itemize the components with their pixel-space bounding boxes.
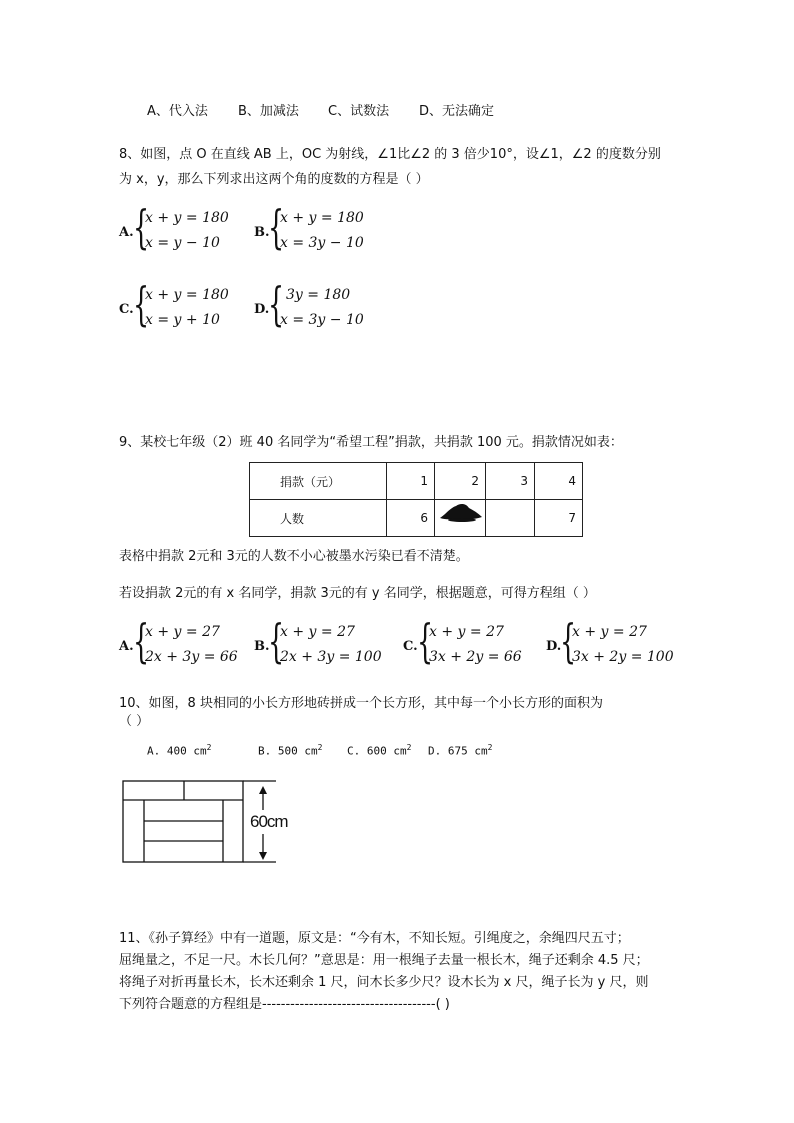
q8-stem-line2: 为 x，y，那么下列求出这两个角的度数的方程是（ ）	[119, 172, 429, 187]
q7-option-b: B、加减法	[238, 104, 299, 119]
q10-option-c: C. 600 $cm^2$	[347, 743, 412, 758]
equation-2: 2x + 3y = 66	[145, 649, 238, 665]
donation-table	[249, 462, 583, 537]
table-header-amount: 捐款（元）	[250, 463, 387, 500]
equation-1: 3y = 180	[286, 287, 351, 303]
equation-2: x = 3y − 10	[280, 312, 364, 328]
equation-1: x + y = 27	[429, 624, 504, 640]
option-label: B.	[254, 639, 270, 654]
brace: {	[268, 277, 285, 331]
brace: {	[268, 200, 285, 254]
equation-2: x = y − 10	[145, 235, 220, 251]
equation-1: x + y = 27	[572, 624, 647, 640]
table-header-count: 人数	[250, 500, 387, 537]
q10-option-a: A. 400 $cm^2$	[147, 743, 212, 758]
table-cell: 7	[535, 500, 583, 537]
q11-stem-line2: 屈绳量之，不足一尺。木长几何？”意思是：用一根绳子去量一根长木，绳子还剩余 4.5 尺；	[119, 953, 649, 968]
table-row	[250, 463, 583, 500]
q9-stem-line3: 若设捐款 2元的有 x 名同学，捐款 3元的有 y 名同学，根据题意，可得方程组（ ）	[119, 586, 596, 601]
equation-1: x + y = 27	[145, 624, 220, 640]
q11-stem-line1: 11、《孙子算经》中有一道题，原文是：“今有木，不知长短。引绳度之，余绳四尺五寸；	[119, 931, 630, 946]
brace: {	[133, 200, 150, 254]
table-cell: 2	[435, 463, 486, 500]
option-label: C.	[403, 639, 418, 654]
option-label: A.	[119, 639, 134, 654]
equation-1: x + y = 180	[145, 287, 229, 303]
q10-option-d: D. 675 $cm^2$	[428, 743, 493, 758]
equation-1: x + y = 180	[280, 210, 364, 226]
equation-1: x + y = 180	[145, 210, 229, 226]
brace: {	[268, 614, 285, 668]
table-cell: 3	[486, 463, 535, 500]
q7-option-a: A、代入法	[147, 104, 208, 119]
option-label: D.	[254, 302, 270, 317]
q8-stem-line1: 8、如图，点 O 在直线 AB 上，OC 为射线，∠1比∠2 的 3 倍少10°，设∠1，∠2 的度数分别	[119, 147, 661, 162]
option-label: A.	[119, 225, 134, 240]
option-label: C.	[119, 302, 134, 317]
brace: {	[133, 277, 150, 331]
equation-2: x = 3y − 10	[280, 235, 364, 251]
equation-2: 2x + 3y = 100	[280, 649, 382, 665]
q7-option-c: C、试数法	[328, 104, 390, 119]
brace: {	[133, 614, 150, 668]
equation-2: 3x + 2y = 100	[572, 649, 674, 665]
table-row	[250, 500, 583, 537]
equation-1: x + y = 27	[280, 624, 355, 640]
table-cell: 1	[387, 463, 435, 500]
q9-note: 表格中捐款 2元和 3元的人数不小心被墨水污染已看不清楚。	[119, 549, 469, 564]
q9-stem-line1: 9、某校七年级（2）班 40 名同学为“希望工程”捐款，共捐款 100 元。捐款情况如表：	[119, 435, 623, 450]
table-cell: 6	[387, 500, 435, 537]
q10-option-b: B. 500 $cm^2$	[258, 743, 323, 758]
q11-stem-line4: 下列符合题意的方程组是-------------------------------------( )	[119, 997, 450, 1012]
option-label: B.	[254, 225, 270, 240]
equation-2: x = y + 10	[145, 312, 220, 328]
table-cell: 4	[535, 463, 583, 500]
q7-option-d: D、无法确定	[419, 104, 495, 119]
equation-2: 3x + 2y = 66	[429, 649, 522, 665]
q10-stem-line2: （ ）	[119, 714, 150, 729]
brace: {	[417, 614, 434, 668]
option-label: D.	[546, 639, 562, 654]
figure-label-60cm: 60cm	[250, 812, 288, 831]
table-cell-ink-stained	[486, 500, 535, 537]
ink-blot-icon	[438, 500, 484, 524]
q10-stem-line1: 10、如图，8 块相同的小长方形地砖拼成一个长方形，其中每一个小长方形的面积为	[119, 696, 603, 711]
q11-stem-line3: 将绳子对折再量长木，长木还剩余 1 尺，问木长多少尺？设木长为 x 尺，绳子长为 y 尺，则	[119, 975, 649, 990]
brace: {	[560, 614, 577, 668]
